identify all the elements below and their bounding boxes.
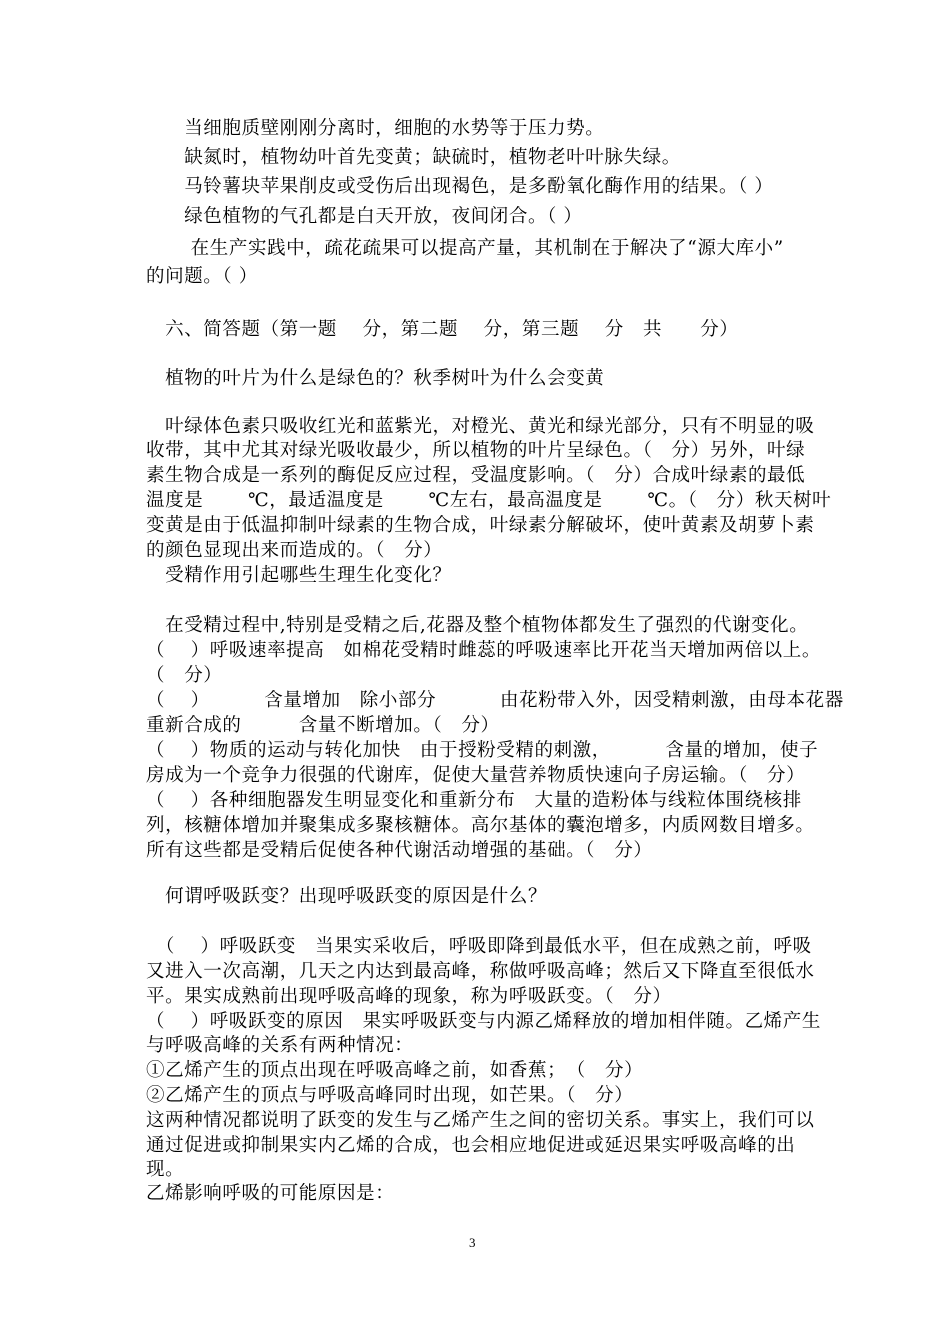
question-title: 植物的叶片为什么是绿色的？秋季树叶为什么会变黄: [146, 368, 605, 389]
text-line: 房成为一个竞争力很强的代谢库，促使大量营养物质快速向子房运输。（ 分）: [146, 765, 806, 786]
text-line: 又进入一次高潮，几天之内达到最高峰，称做呼吸高峰；然后又下降直至很低水: [146, 961, 815, 982]
text-line: 平。果实成熟前出现呼吸高峰的现象，称为呼吸跃变。（ 分）: [146, 986, 672, 1007]
text-line: （ 分）: [146, 665, 223, 686]
section-heading: 六、简答题（第一题 分，第二题 分，第三题 分 共 分）: [146, 319, 739, 340]
text-line: 马铃薯块苹果削皮或受伤后出现褐色，是多酚氧化酶作用的结果。（ ）: [146, 176, 774, 197]
text-line: 乙烯影响呼吸的可能原因是：: [146, 1183, 395, 1204]
text-line: 列，核糖体增加并聚集成多聚核糖体。高尔基体的囊泡增多，内质网数目增多。: [146, 815, 815, 836]
question-title: 受精作用引起哪些生理生化变化？: [146, 565, 452, 586]
question-title: 何谓呼吸跃变？出现呼吸跃变的原因是什么？: [146, 886, 548, 907]
text-line: 在受精过程中,特别是受精之后,花器及整个植物体都发生了强烈的代谢变化。: [146, 615, 809, 636]
text-line: 叶绿体色素只吸收红光和蓝紫光，对橙光、黄光和绿光部分，只有不明显的吸: [146, 416, 815, 437]
text-line: 通过促进或抑制果实内乙烯的合成，也会相应地促进或延迟果实呼吸高峰的出: [146, 1135, 796, 1156]
text-line: 与呼吸高峰的关系有两种情况：: [146, 1035, 414, 1056]
text-line: （ ） 含量增加 除小部分 由花粉带入外，因受精刺激，由母本花器: [146, 690, 844, 711]
text-line: ①乙烯产生的顶点出现在呼吸高峰之前，如香蕉； （ 分）: [146, 1060, 644, 1081]
text-line: 的颜色显现出来而造成的。（ 分）: [146, 540, 443, 561]
text-line: （ ）各种细胞器发生明显变化和重新分布 大量的造粉体与线粒体围绕核排: [146, 790, 802, 811]
text-line: （ ）呼吸速率提高 如棉花受精时雌蕊的呼吸速率比开花当天增加两倍以上。: [146, 640, 821, 661]
text-line: 绿色植物的气孔都是白天开放，夜间闭合。（ ）: [146, 206, 583, 227]
text-line: 重新合成的 含量不断增加。（ 分）: [146, 715, 500, 736]
text-line: ②乙烯产生的顶点与呼吸高峰同时出现，如芒果。（ 分）: [146, 1085, 634, 1106]
text-line: 在生产实践中，疏花疏果可以提高产量，其机制在于解决了“源大库小”: [146, 238, 784, 259]
text-line: 缺氮时，植物幼叶首先变黄；缺硫时，植物老叶叶脉失绿。: [146, 147, 681, 168]
text-line: 收带，其中尤其对绿光吸收最少，所以植物的叶片呈绿色。（ 分）另外，叶绿: [146, 440, 806, 461]
text-line: 当细胞质壁刚刚分离时，细胞的水势等于压力势。: [146, 118, 605, 139]
page-number: 3: [469, 1235, 476, 1250]
text-line: 的问题。（ ）: [146, 266, 258, 287]
text-line: 现。: [146, 1159, 185, 1180]
text-line: 素生物合成是一系列的酶促反应过程，受温度影响。（ 分）合成叶绿素的最低: [146, 465, 806, 486]
text-line: 所有这些都是受精后促使各种代谢活动增强的基础。（ 分）: [146, 840, 653, 861]
text-line: （ ）物质的运动与转化加快 由于授粉受精的刺激， 含量的增加，使子: [146, 740, 819, 761]
text-line: （ ）呼吸跃变 当果实采收后，呼吸即降到最低水平，但在成熟之前，呼吸: [146, 936, 812, 957]
text-line: 变黄是由于低温抑制叶绿素的生物合成，叶绿素分解破坏，使叶黄素及胡萝卜素: [146, 515, 815, 536]
text-line: 这两种情况都说明了跃变的发生与乙烯产生之间的密切关系。事实上，我们可以: [146, 1110, 815, 1131]
text-line: 温度是 ℃，最适温度是 ℃左右，最高温度是 ℃。（ 分）秋天树叶: [146, 490, 832, 511]
text-line: （ ）呼吸跃变的原因 果实呼吸跃变与内源乙烯释放的增加相伴随。乙烯产生: [146, 1011, 821, 1032]
